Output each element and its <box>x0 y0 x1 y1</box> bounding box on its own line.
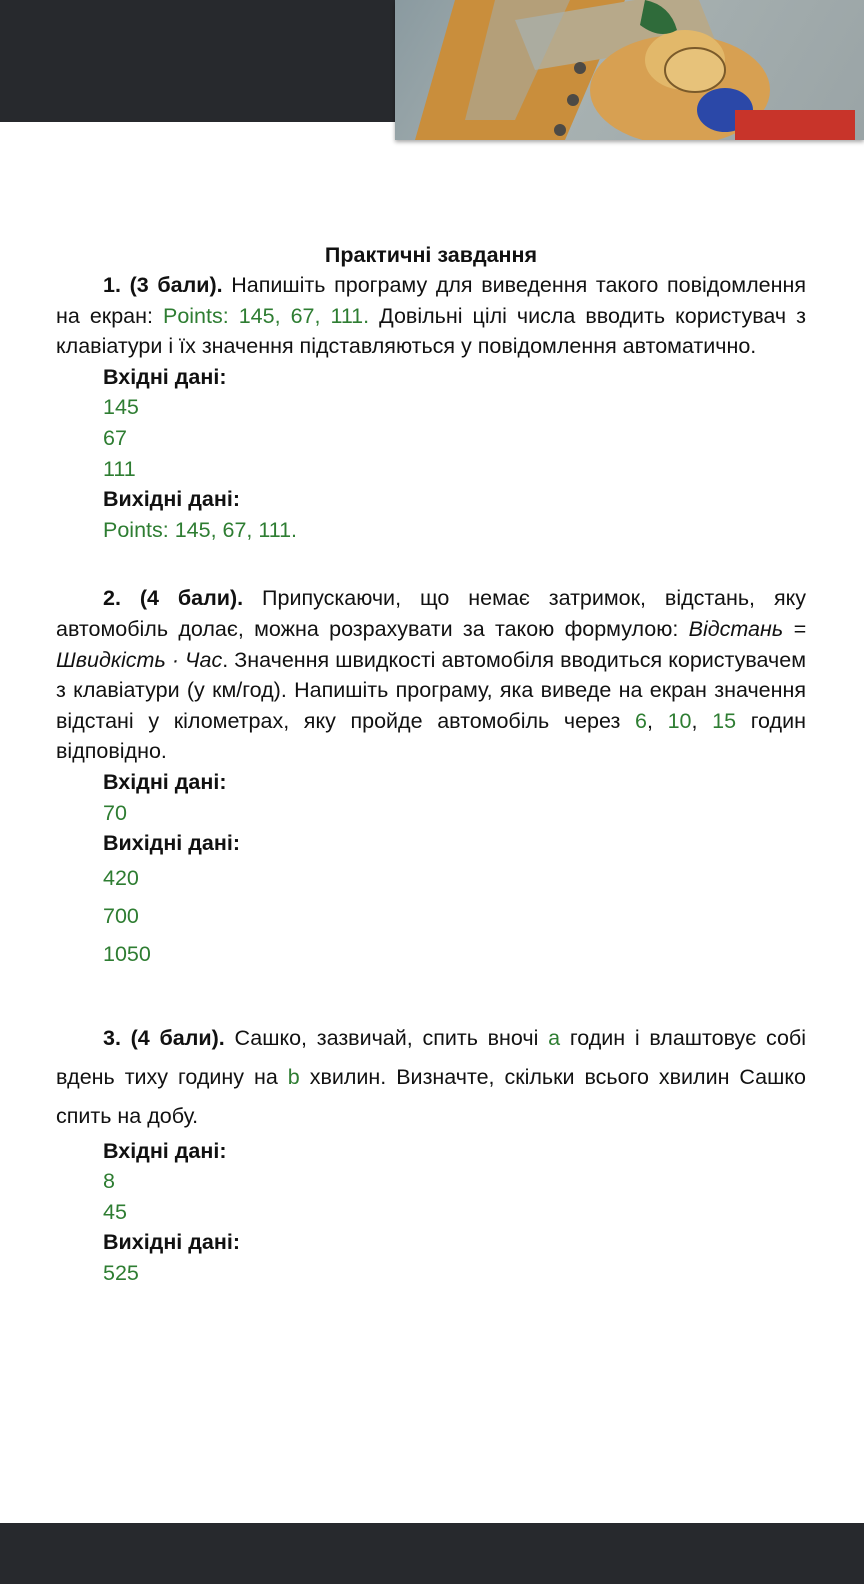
task3-number: 3. (4 бали). <box>103 1025 225 1050</box>
bottom-dark-bar <box>0 1523 864 1584</box>
task3-output-1: 525 <box>103 1261 139 1286</box>
task1-number: 1. (3 бали). <box>103 273 223 297</box>
task2-output-3: 1050 <box>103 941 151 966</box>
task3-var-b: b <box>287 1064 300 1089</box>
task1-input-1: 145 <box>103 395 139 420</box>
task2-hour-1: 6 <box>634 708 647 733</box>
spacer <box>56 545 806 583</box>
spacer <box>56 973 806 1019</box>
task1-text-b: Довільні цілі числа вводить користувач з клавіатури і їх значення підставляються у повідомлення автоматично. <box>56 303 806 359</box>
task2-output-1: 420 <box>103 865 139 890</box>
task1-text-a: Напишіть програму для виведення такого повідомлення на екран: <box>56 273 806 328</box>
task1-input-3: 111 <box>103 456 136 481</box>
task3-input-label: Вхідні дані: <box>103 1138 227 1163</box>
task2-text-c: годин відповідно. <box>56 708 806 764</box>
task2-hour-3: 15 <box>712 708 737 733</box>
task2-hour-2: 10 <box>667 708 692 733</box>
task1-example: Points: 145, 67, 111. <box>162 303 370 328</box>
task3-text-b: годин і влаштовує собі вдень тиху годину на <box>56 1025 807 1089</box>
document-body <box>56 240 806 1289</box>
task1-output-1: Points: 145, 67, 111. <box>103 517 298 542</box>
task2-input-label: Вхідні дані: <box>103 769 227 794</box>
task1-statement <box>56 270 806 362</box>
task3-input-1: 8 <box>103 1169 115 1194</box>
task2-output-label: Вихідні дані: <box>103 831 240 856</box>
task3-var-a: a <box>548 1025 561 1050</box>
task1-input-2: 67 <box>103 425 127 450</box>
task1-output-label: Вихідні дані: <box>103 487 240 512</box>
task2-output-2: 700 <box>103 903 139 928</box>
anime-preview-image <box>395 0 864 140</box>
task2-text-a: Припускаючи, що немає затримок, відстань, яку автомобіль долає, можна розрахувати за такою формулою: <box>56 586 806 641</box>
task3-text-c: хвилин. Визначте, скільки всього хвилин Сашко спить на добу. <box>56 1064 806 1128</box>
task1-input-label: Вхідні дані: <box>103 364 227 389</box>
task3-text-a: Сашко, зазвичай, спить вночі <box>234 1025 539 1050</box>
task3-output-label: Вихідні дані: <box>103 1230 240 1255</box>
task3-statement <box>56 1019 806 1136</box>
task3-input-2: 45 <box>103 1199 127 1224</box>
task2-statement: 2. (4 бали). Припускаючи, що немає затримок, відстань, яку автомобіль долає, можна розрахувати за такою формулою: Відстань = Швидкість · Час. Значення швидкості автомобіля вводиться користувачем з клавіатури (у км/год). Напишіть програму, яка виведе на екран значення відстані у кілометрах, яку пройде автомобіль через 6, 10, 15 годин відповідно. <box>56 586 806 764</box>
task2-formula: Відстань = Швидкість · Час <box>56 616 806 672</box>
task2-input-1: 70 <box>103 800 127 825</box>
task2-text-b: . Значення швидкості автомобіля вводиться користувачем з клавіатури (у км/год). Напишіть програму, яка виведе на екран значення відстані у кілометрах, яку пройде автомобіль через <box>56 647 806 733</box>
task2-number: 2. (4 бали). <box>103 586 244 611</box>
page-title: Практичні завдання <box>324 243 538 267</box>
